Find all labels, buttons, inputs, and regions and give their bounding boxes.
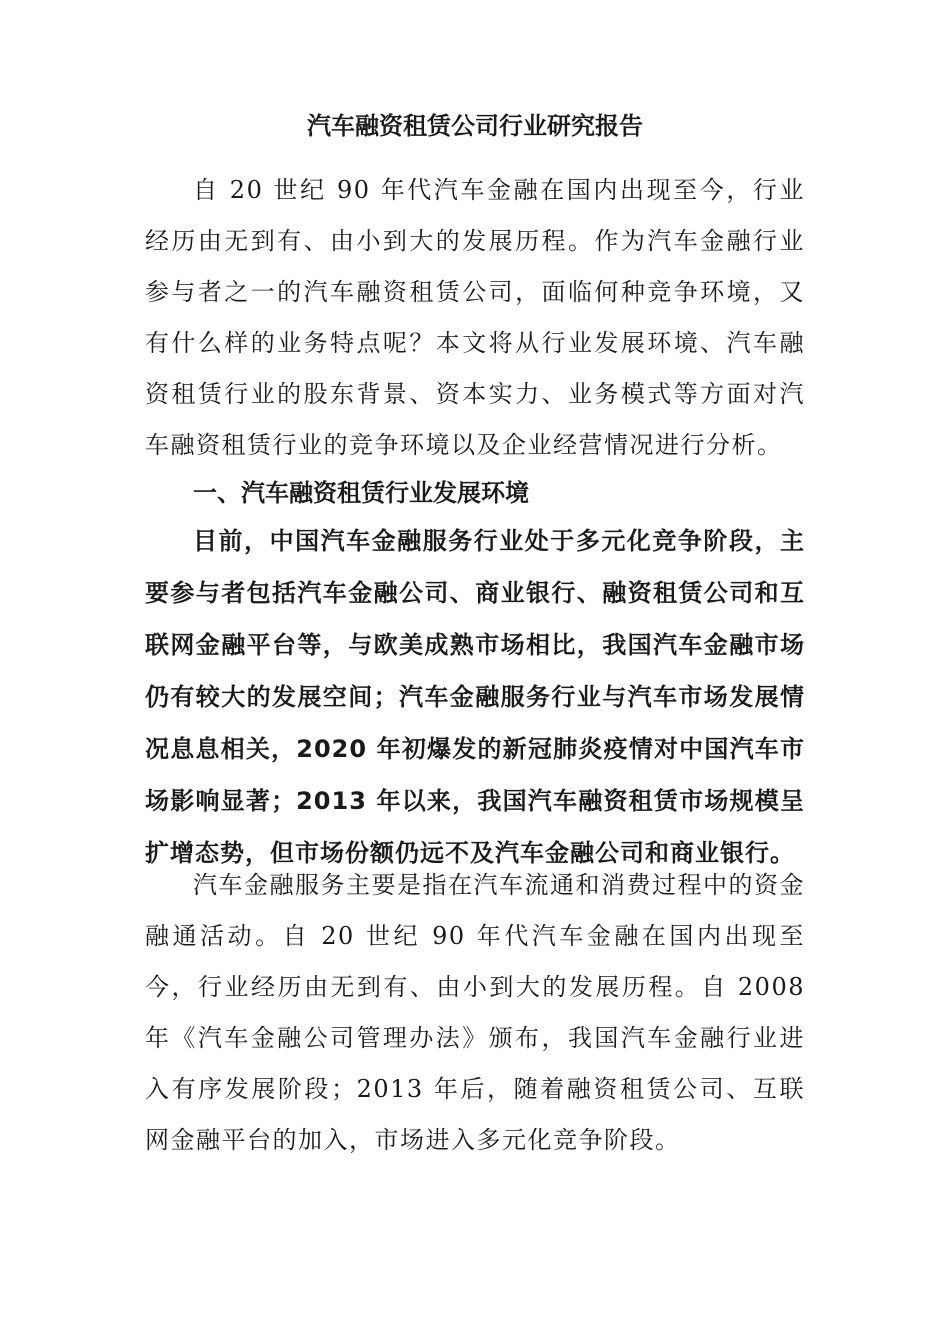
section-heading: 一、汽车融资租赁行业发展环境 (193, 479, 529, 507)
body-paragraph: 汽车金融服务主要是指在汽车流通和消费过程中的资金融通活动。自 20 世纪 90 年代汽车金融在国内出现至今，行业经历由无到有、由小到大的发展历程。自 2008 年《汽车金融公司管理办法》颁布，我国汽车金融行业进入有序发展阶段；2013 年后，随着融资租赁公司、互联网金融平台的加入，市场进入多元化竞争阶段。 (145, 871, 805, 1154)
intro-paragraph: 自 20 世纪 90 年代汽车金融在国内出现至今，行业经历由无到有、由小到大的发展历程。作为汽车金融行业参与者之一的汽车融资租赁公司，面临何种竞争环境，又有什么样的业务特点呢？本文将从行业发展环境、汽车融资租赁行业的股东背景、资本实力、业务模式等方面对汽车融资租赁行业的竞争环境以及企业经营情况进行分析。 (145, 176, 805, 459)
document-title: 汽车融资租赁公司行业研究报告 (307, 112, 643, 140)
summary-paragraph: 目前，中国汽车金融服务行业处于多元化竞争阶段，主要参与者包括汽车金融公司、商业银行、融资租赁公司和互联网金融平台等，与欧美成熟市场相比，我国汽车金融市场仍有较大的发展空间；汽车金融服务行业与汽车市场发展情况息息相关，2020 年初爆发的新冠肺炎疫情对中国汽车市场影响显著；2013 年以来，我国汽车融资租赁市场规模呈扩增态势，但市场份额仍远不及汽车金融公司和商业银行。 (145, 527, 805, 867)
